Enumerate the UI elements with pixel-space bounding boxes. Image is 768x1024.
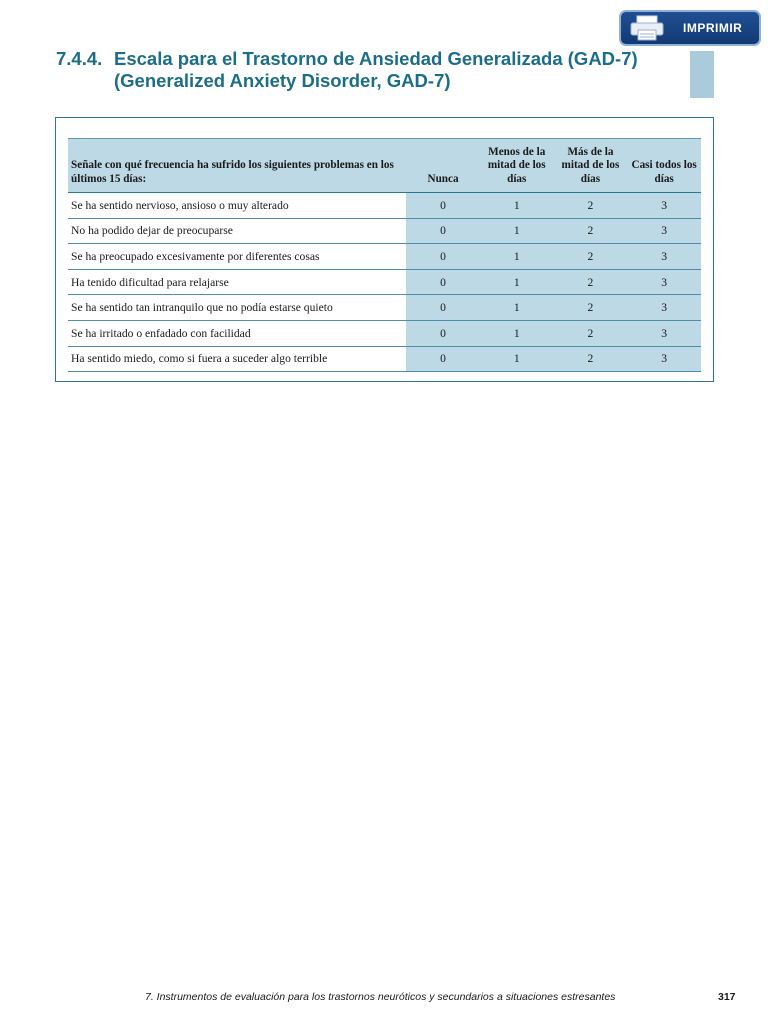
table-row — [68, 346, 701, 372]
question-text: Se ha irritado o enfadado con facilidad — [68, 320, 406, 346]
score-cell: 1 — [480, 295, 554, 321]
title-line-1: Escala para el Trastorno de Ansiedad Generalizada (GAD-7) — [114, 48, 638, 69]
score-cell: 1 — [480, 320, 554, 346]
page-title — [56, 48, 686, 92]
page-number: 317 — [718, 991, 736, 1003]
score-cell: 1 — [480, 193, 554, 219]
score-cell: 1 — [480, 218, 554, 244]
table-row — [68, 193, 701, 219]
score-cell: 2 — [554, 346, 628, 372]
question-text: Se ha sentido nervioso, ansioso o muy alterado — [68, 193, 406, 219]
score-cell: 2 — [554, 320, 628, 346]
table-row — [68, 269, 701, 295]
table-row — [68, 295, 701, 321]
score-cell: 0 — [406, 295, 480, 321]
printer-icon — [629, 14, 665, 42]
score-cell: 0 — [406, 218, 480, 244]
score-cell: 2 — [554, 295, 628, 321]
score-cell: 0 — [406, 269, 480, 295]
side-tab-marker — [690, 51, 714, 98]
section-number: 7.4.4. — [56, 48, 103, 69]
question-text: Se ha sentido tan intranquilo que no podía estarse quieto — [68, 295, 406, 321]
table-header-row — [68, 139, 701, 193]
score-cell: 3 — [627, 295, 701, 321]
option-header-nunca: Nunca — [406, 139, 480, 193]
score-cell: 0 — [406, 346, 480, 372]
score-cell: 3 — [627, 244, 701, 270]
score-cell: 3 — [627, 193, 701, 219]
print-button[interactable] — [619, 10, 761, 46]
table-row — [68, 320, 701, 346]
question-text: Ha sentido miedo, como si fuera a suceder algo terrible — [68, 346, 406, 372]
score-cell: 2 — [554, 244, 628, 270]
score-cell: 3 — [627, 269, 701, 295]
score-cell: 1 — [480, 269, 554, 295]
option-header-casi-todos: Casi todos los días — [627, 139, 701, 193]
score-cell: 2 — [554, 269, 628, 295]
score-cell: 2 — [554, 218, 628, 244]
score-cell: 1 — [480, 346, 554, 372]
score-cell: 0 — [406, 244, 480, 270]
question-text: Ha tenido dificultad para relajarse — [68, 269, 406, 295]
score-cell: 3 — [627, 346, 701, 372]
question-text: Se ha preocupado excesivamente por diferentes cosas — [68, 244, 406, 270]
score-cell: 3 — [627, 218, 701, 244]
question-text: No ha podido dejar de preocuparse — [68, 218, 406, 244]
score-cell: 3 — [627, 320, 701, 346]
chapter-footer: 7. Instrumentos de evaluación para los trastornos neuróticos y secundarios a situaciones estresantes — [145, 991, 616, 1003]
table-row — [68, 244, 701, 270]
score-cell: 1 — [480, 244, 554, 270]
title-line-2: (Generalized Anxiety Disorder, GAD-7) — [114, 70, 451, 91]
table-row — [68, 218, 701, 244]
score-cell: 2 — [554, 193, 628, 219]
score-cell: 0 — [406, 320, 480, 346]
option-header-menos-mitad: Menos de la mitad de los días — [480, 139, 554, 193]
gad7-table — [68, 138, 701, 372]
score-cell: 0 — [406, 193, 480, 219]
question-header: Señale con qué frecuencia ha sufrido los siguientes problemas en los últimos 15 días: — [68, 139, 406, 193]
print-button-label: IMPRIMIR — [683, 21, 743, 35]
option-header-mas-mitad: Más de la mitad de los días — [554, 139, 628, 193]
